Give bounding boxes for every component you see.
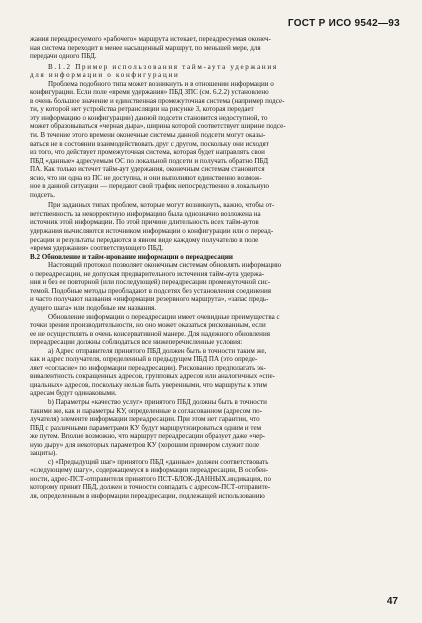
section-heading-b12: В.1.2 Пример использования тайм-аута удержания <box>48 62 278 71</box>
document-body <box>30 35 400 501</box>
text-line: Обновление информации о переадресации имеет очевидные преимущества с <box>48 312 280 321</box>
text-line: ная система переходит в менее насыщенный маршрут, по меньшей мере, для <box>30 43 261 52</box>
text-line: адресам будут одинаковыми. <box>30 389 117 398</box>
text-line: лучателя) элементе информации переадресации. При этом нет гарантии, что <box>30 415 260 424</box>
text-line: подсеть. <box>30 190 56 199</box>
text-line: ваться не в состоянии взаимодействовать друг с другом, поскольку они исходят <box>30 139 269 148</box>
text-line: эту информацию о конфигурации) данной подсети становится недоступной, то <box>30 113 268 122</box>
text-line: ное в данной ситуации — передают свой трафик непосредственно в локальную <box>30 182 269 191</box>
text-line: которому принят ПБД, должен в точности совпадать с адресом-ПСТ-отправите- <box>30 483 271 492</box>
text-line: источник этой информации. По этой причине длительность всех тайм-аутов <box>30 218 259 227</box>
text-line: из того, что действует промежуточная система, которая будет направлять свои <box>30 148 265 157</box>
text-line: передачи одного ПБД. <box>30 52 97 61</box>
list-item-a: а) Адрес отправителя принятого ПБД должен быть в точности таким же, <box>48 346 267 355</box>
text-line: о переадресации, не допуская предварительного истечения тайм-аута удержа- <box>30 269 265 278</box>
text-line: как и адрес получателя, определенный в предыдущем ПБД ПА (это опреде- <box>30 355 258 364</box>
text-line: Проблема подобного типа может возникнуть и в отношении информации о <box>48 79 274 88</box>
text-line: темой. Подобные методы преобладают в подсетях без установления соединения <box>30 286 272 295</box>
text-line: ля, определенным в информации переадресации, подлежащей использованию <box>30 491 265 500</box>
text-line: удержания вычисляются источником информации о конфигурации или о переад- <box>30 227 274 236</box>
text-line: точки зрения производительности, но оно может оказаться рискованным, если <box>30 321 266 330</box>
text-line: может образовываться «черная дыра», ширина которой соответствует ширине подсе- <box>30 122 286 131</box>
text-line: ти, у которой нет устройства ретрансляции на рисунке 3, которая передает <box>30 105 254 114</box>
text-line: переадресации должны соблюдаться все нижеперечисленные условия: <box>30 338 243 347</box>
text-line: ПБД с различными параметрами КУ будут маршрутизироваться одним и тем <box>30 423 262 432</box>
text-line: дущего шага» или подобные им названия. <box>30 303 157 312</box>
document-header: ГОСТ Р ИСО 9542—93 <box>287 18 400 29</box>
text-line: же путем. Вполне возможно, что маршрут переадресации образует даже «чер- <box>30 432 266 441</box>
text-line: ти. В течение этого времени оконечные системы данной подсети могут оказы- <box>30 131 266 140</box>
section-heading-b12-cont: для информации о конфигурации <box>30 71 180 80</box>
text-line: защиты). <box>30 449 58 458</box>
list-item-b: b) Параметры «качество услуг» принятого ПБД должны быть в точности <box>48 397 267 406</box>
page-number: 47 <box>386 596 398 607</box>
text-line: «следующему шагу», содержащемуся в информации переадресации, В особен- <box>30 466 269 475</box>
text-line: ляет «согласие» по информации переадресации). Рискованно предполагать эк- <box>30 363 266 372</box>
text-line: в очень большое значение и единственная промежуточная система (например подсе- <box>30 96 285 105</box>
text-line: такими же, как и параметры КУ, определенные в согласованном (адресом по- <box>30 406 263 415</box>
text-line: ПА. Как только истечет тайм-аут удержания, оконечным системам становится <box>30 165 265 174</box>
text-line: ясно, что ни одна из ПС не доступна, и они выполняют единственно возмож- <box>30 173 262 182</box>
section-heading-b2: В.2 Обновление и тайм-ирование информации о переадресации <box>30 252 233 261</box>
text-line: конфигурации. Если поле «время удержания» ПБД ЗПС (см. 6.2.2) установлено <box>30 88 269 97</box>
text-line: ния и без ее повторной (или последующей) переадресации промежуточной сис- <box>30 278 271 287</box>
text-line: «время удержания» соответствующего ПБД. <box>30 244 164 253</box>
text-line: вивалентность сокращенных адресов, групповых адресов или аналогичных «спе- <box>30 372 275 381</box>
text-line: ее не осуществлять в очень консервативной манере. Для надежного обновления <box>30 329 270 338</box>
text-line: жания переадресуемого «рабочего» маршрута истекает, переадресуемая оконеч- <box>30 35 271 43</box>
text-line: циальных» адресов, поскольку нельзя быть уверенными, что маршруты к этим <box>30 380 268 389</box>
text-line: ПБД «данные» адресуемым ОС по локальной подсети и получать обратно ПБД <box>30 156 269 165</box>
text-line: ности, адрес-ПСТ-отправителя принятого ПСТ-БЛОК-ДАННЫХ.индикация, по <box>30 474 272 483</box>
text-line: ресации и результаты передаются в явном виде каждому получателю в поле <box>30 235 259 244</box>
text-line: ную дыру» для некоторых параметров КУ (хорошим примером служит поле <box>30 440 260 449</box>
text-line: При заданных типах проблем, которые могут возникнуть, важно, чтобы от- <box>48 201 275 210</box>
text-line: и часто получают названия «информации резервного маршрута», «запас предь- <box>30 295 269 304</box>
text-line: Настоящий протокол позволяет оконечным системам обновлять информацию <box>48 261 282 270</box>
text-line: ветственность за некорректную информацию была однозначно возложена на <box>30 209 261 218</box>
list-item-c: с) «Предыдущий шаг» принятого ПБД «данные» должен соответствовать <box>48 457 269 466</box>
